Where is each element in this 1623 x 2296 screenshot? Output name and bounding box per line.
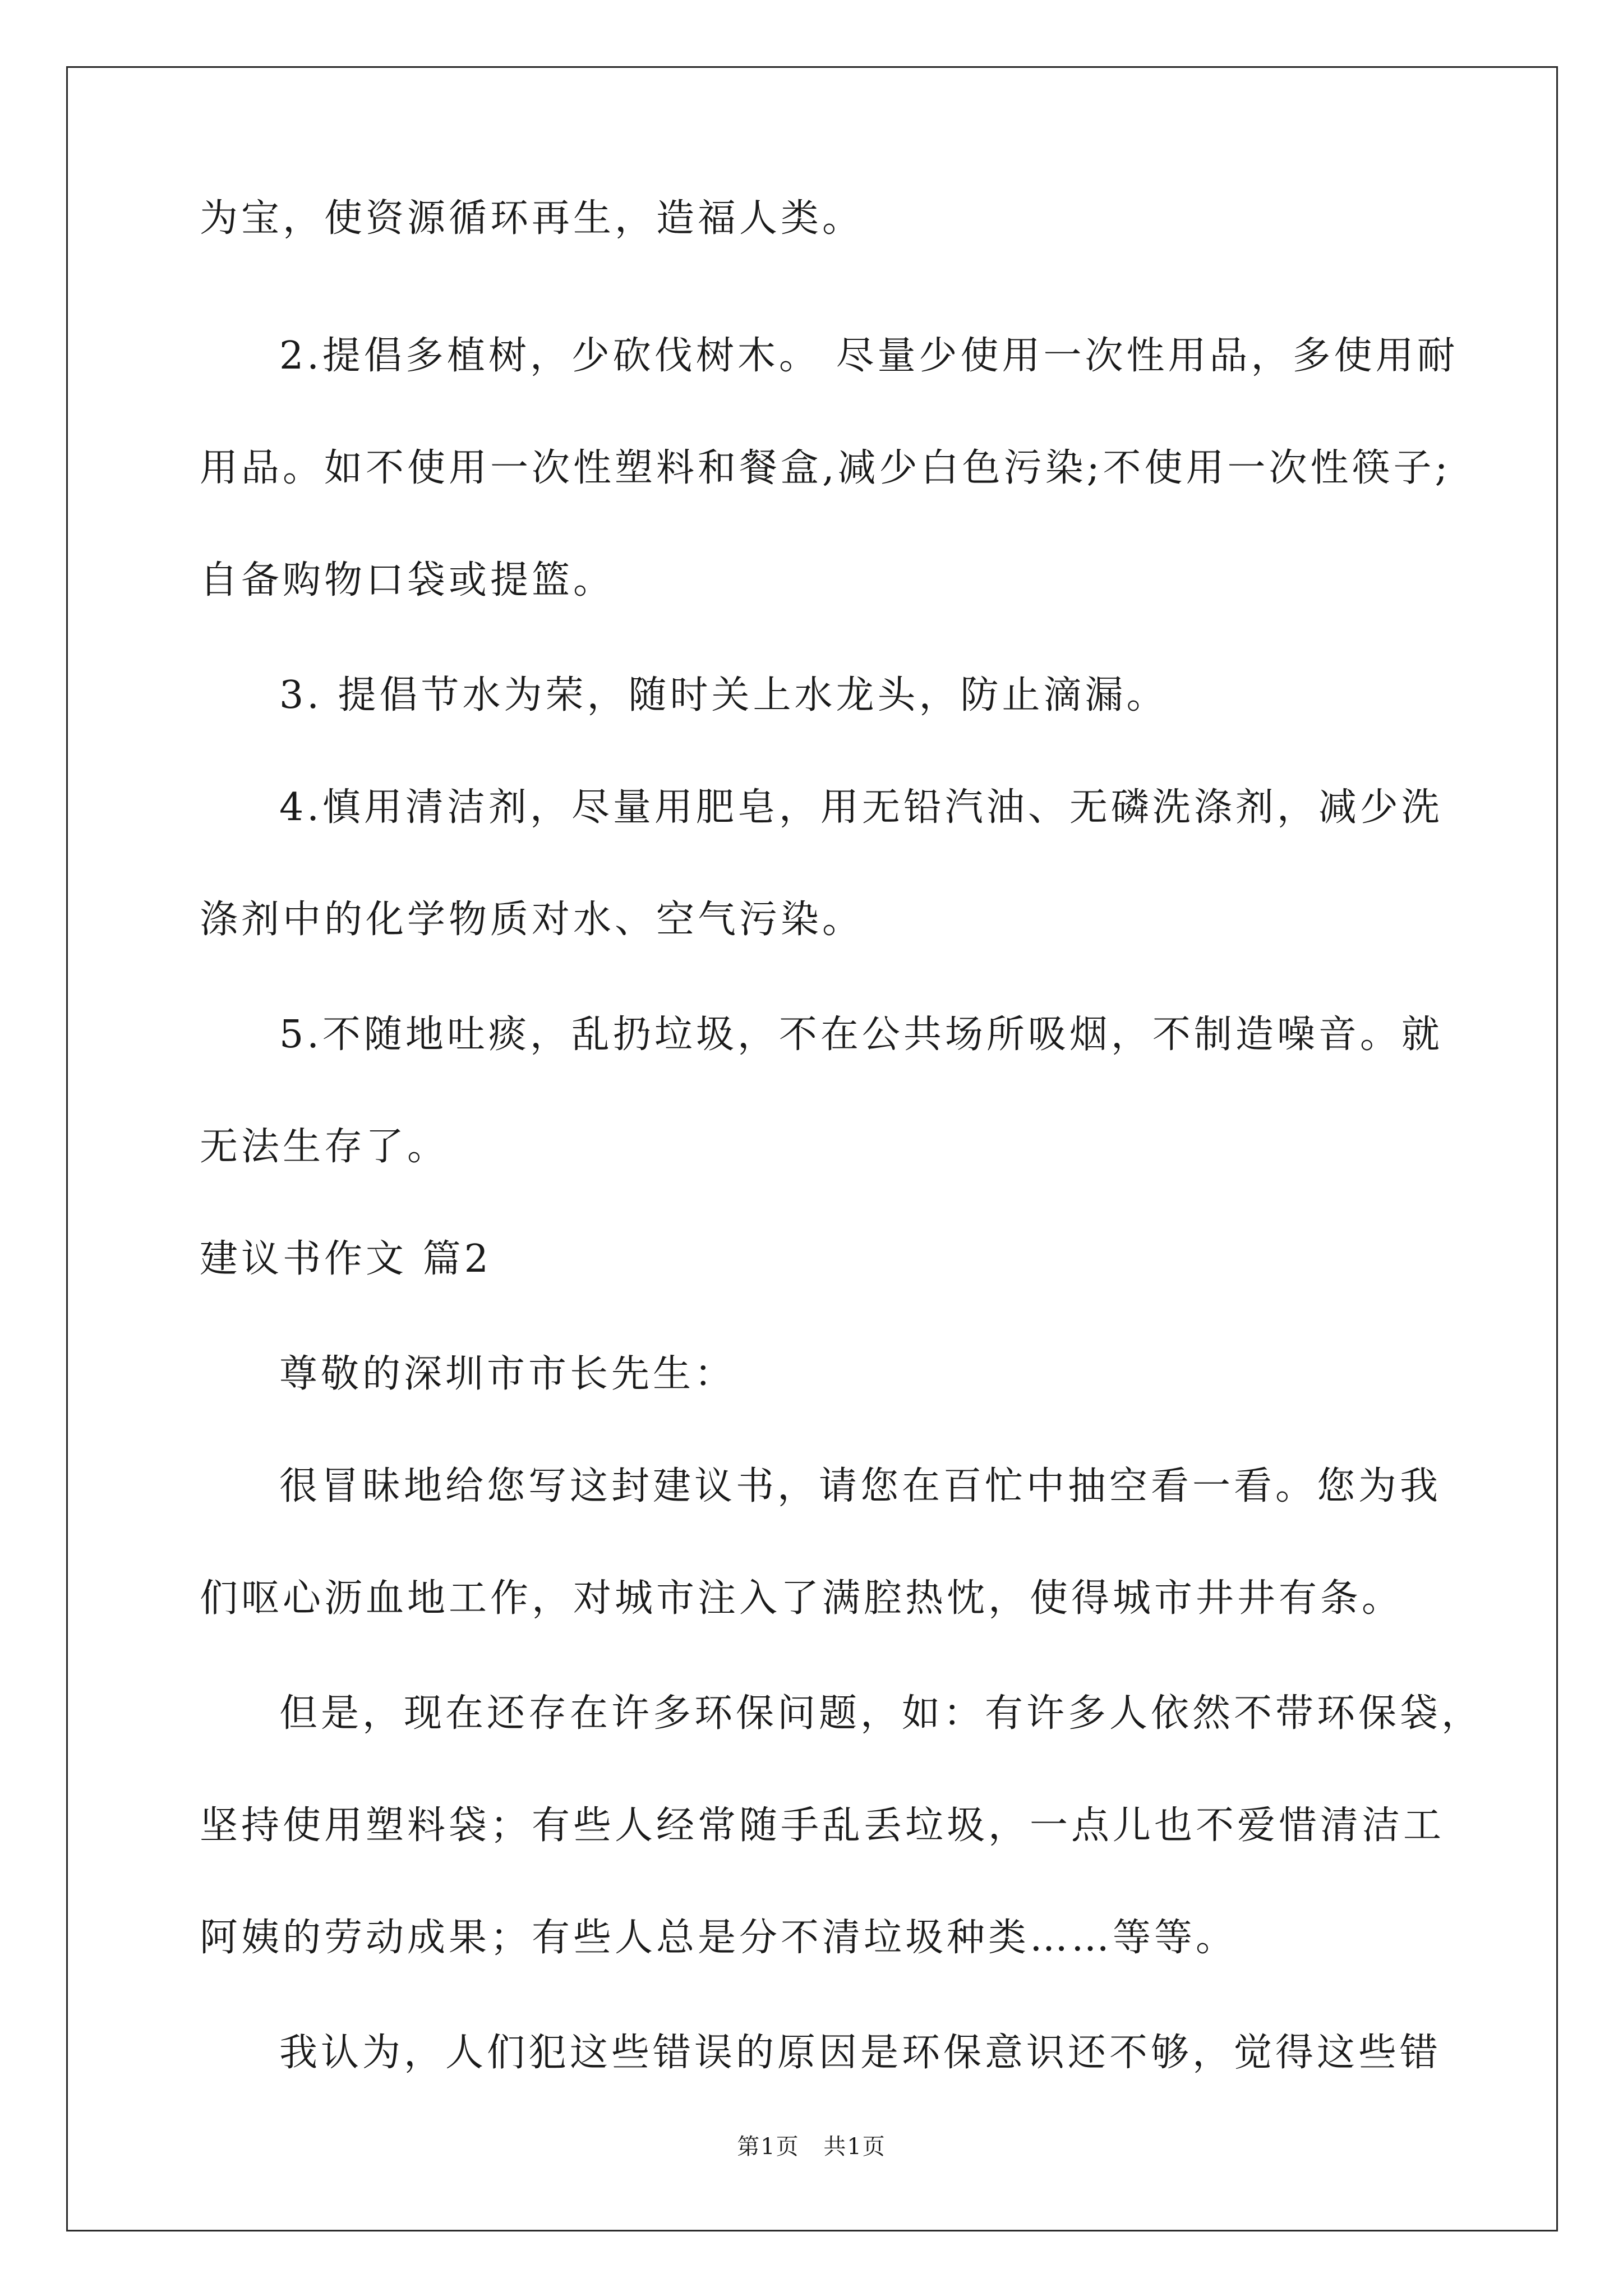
text-line: 但是，现在还存在许多环保问题，如：有许多人依然不带环保袋， xyxy=(279,1691,1483,1736)
salutation: 尊敬的深圳市市长先生： xyxy=(279,1352,736,1396)
text-line: 2.提倡多植树，少砍伐树木。 尽量少使用一次性用品，多使用耐 xyxy=(279,334,1459,378)
section-heading: 建议书作文 篇2 xyxy=(200,1237,492,1281)
text-line: 坚持使用塑料袋；有些人经常随手乱丢垃圾，一点儿也不爱惜清洁工 xyxy=(200,1803,1445,1848)
text-line: 自备购物口袋或提篮。 xyxy=(200,558,615,602)
text-line: 们呕心沥血地工作，对城市注入了满腔热忱，使得城市井井有条。 xyxy=(200,1576,1404,1621)
text-line: 涤剂中的化学物质对水、空气污染。 xyxy=(200,898,864,942)
text-line: 我认为，人们犯这些错误的原因是环保意识还不够，觉得这些错 xyxy=(279,2031,1442,2075)
text-line: 很冒昧地给您写这封建议书，请您在百忙中抽空看一看。您为我 xyxy=(279,1464,1442,1508)
text-line: 3. 提倡节水为荣，随时关上水龙头，防止滴漏。 xyxy=(279,673,1168,717)
page-number-total: 共1页 xyxy=(823,2134,886,2160)
text-line: 用品。如不使用一次性塑料和餐盒,减少白色污染;不使用一次性筷子; xyxy=(200,446,1451,490)
text-line: 为宝，使资源循环再生，造福人类。 xyxy=(200,196,864,241)
text-line: 4.慎用清洁剂，尽量用肥皂，用无铅汽油、无磷洗涤剂，减少洗 xyxy=(279,785,1443,830)
text-line: 无法生存了。 xyxy=(200,1125,449,1169)
page-number-current: 第1页 xyxy=(737,2134,800,2160)
text-line: 5.不随地吐痰，乱扔垃圾，不在公共场所吸烟，不制造噪音。就 xyxy=(279,1013,1443,1057)
text-line: 阿姨的劳动成果；有些人总是分不清垃圾种类……等等。 xyxy=(200,1916,1238,1960)
page-footer xyxy=(0,2129,1623,2161)
